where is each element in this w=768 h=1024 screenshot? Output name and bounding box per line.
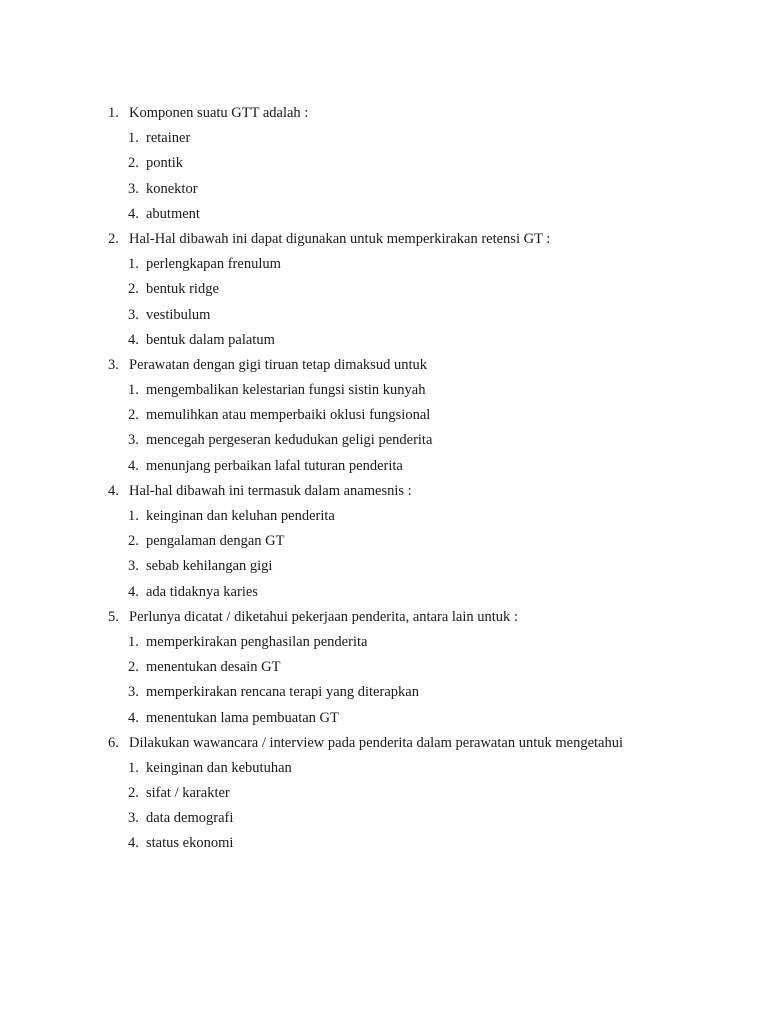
option-number: 2. xyxy=(128,155,139,172)
question-number: 1. xyxy=(108,105,119,121)
question-text: Perlunya dicatat / diketahui pekerjaan penderita, antara lain untuk : xyxy=(129,608,518,625)
option-number: 3. xyxy=(128,558,139,575)
option-item xyxy=(128,202,728,227)
option-item xyxy=(128,428,728,453)
question-number: 3. xyxy=(108,356,119,373)
option-text: menunjang perbaikan lafal tuturan penderita xyxy=(146,457,403,474)
option-number: 3. xyxy=(128,684,139,701)
option-number: 2. xyxy=(128,785,139,802)
question-item xyxy=(108,731,728,857)
option-number: 4. xyxy=(128,835,139,852)
question-number: 2. xyxy=(108,230,119,247)
option-text: konektor xyxy=(146,180,198,197)
option-text: vestibulum xyxy=(146,306,211,323)
option-number: 1. xyxy=(128,382,139,399)
option-number: 1. xyxy=(128,508,139,524)
option-text: status ekonomi xyxy=(146,835,234,852)
option-item xyxy=(128,781,728,806)
option-number: 1. xyxy=(128,759,139,776)
option-item xyxy=(128,403,728,428)
question-line xyxy=(108,227,728,252)
option-number: 3. xyxy=(128,180,139,197)
option-number: 4. xyxy=(128,709,139,726)
option-text: memulihkan atau memperbaiki oklusi fungsional xyxy=(146,407,431,424)
option-list xyxy=(108,252,728,353)
option-number: 2. xyxy=(128,407,139,424)
option-text: ada tidaknya karies xyxy=(146,583,258,600)
question-item xyxy=(108,227,728,353)
question-text: Komponen suatu GTT adalah : xyxy=(129,105,309,121)
question-list xyxy=(108,101,728,857)
option-list xyxy=(108,630,728,731)
option-item xyxy=(128,252,728,277)
option-item xyxy=(128,706,728,731)
option-item xyxy=(128,806,728,831)
question-text: Hal-hal dibawah ini termasuk dalam anamesnis : xyxy=(129,482,412,499)
option-text: memperkirakan penghasilan penderita xyxy=(146,633,368,650)
option-item xyxy=(128,151,728,176)
question-item xyxy=(108,479,728,605)
option-text: data demografi xyxy=(146,810,234,827)
option-text: menentukan lama pembuatan GT xyxy=(146,709,339,726)
option-list xyxy=(108,756,728,857)
option-text: memperkirakan rencana terapi yang diterapkan xyxy=(146,684,419,701)
question-line xyxy=(108,101,728,126)
option-text: pengalaman dengan GT xyxy=(146,533,285,550)
option-number: 3. xyxy=(128,432,139,449)
option-item xyxy=(128,554,728,579)
option-number: 3. xyxy=(128,306,139,323)
option-item xyxy=(128,378,728,403)
question-line xyxy=(108,353,728,378)
option-text: pontik xyxy=(146,155,184,172)
option-number: 1. xyxy=(128,256,139,273)
option-list xyxy=(108,504,728,605)
option-number: 4. xyxy=(128,331,139,348)
option-item xyxy=(128,328,728,353)
option-text: abutment xyxy=(146,205,200,222)
question-number: 4. xyxy=(108,482,119,499)
question-item xyxy=(108,353,728,479)
option-text: bentuk ridge xyxy=(146,281,219,298)
question-text: Hal-Hal dibawah ini dapat digunakan untuk memperkirakan retensi GT : xyxy=(129,230,551,247)
option-text: sifat / karakter xyxy=(146,785,230,802)
question-item xyxy=(108,101,728,227)
option-number: 2. xyxy=(128,533,139,550)
question-item xyxy=(108,605,728,731)
option-number: 1. xyxy=(128,130,139,147)
option-item xyxy=(128,454,728,479)
option-item xyxy=(128,177,728,202)
option-text: bentuk dalam palatum xyxy=(146,331,275,348)
option-number: 3. xyxy=(128,810,139,827)
option-text: perlengkapan frenulum xyxy=(146,256,281,273)
option-text: sebab kehilangan gigi xyxy=(146,558,273,575)
option-text: keinginan dan kebutuhan xyxy=(146,759,292,776)
option-number: 4. xyxy=(128,205,139,222)
question-number: 6. xyxy=(108,734,119,751)
question-number: 5. xyxy=(108,608,119,625)
option-item xyxy=(128,126,728,151)
option-item xyxy=(128,529,728,554)
option-text: retainer xyxy=(146,130,191,147)
option-item xyxy=(128,680,728,705)
option-item xyxy=(128,580,728,605)
option-number: 4. xyxy=(128,583,139,600)
question-line xyxy=(108,731,728,756)
question-text: Dilakukan wawancara / interview pada penderita dalam perawatan untuk mengetahui xyxy=(129,734,623,751)
option-item xyxy=(128,303,728,328)
option-number: 2. xyxy=(128,659,139,676)
option-item xyxy=(128,630,728,655)
option-text: menentukan desain GT xyxy=(146,659,281,676)
option-item xyxy=(128,504,728,529)
option-item xyxy=(128,831,728,856)
option-item xyxy=(128,277,728,302)
option-text: mencegah pergeseran kedudukan geligi penderita xyxy=(146,432,433,449)
question-line xyxy=(108,479,728,504)
option-text: mengembalikan kelestarian fungsi sistin kunyah xyxy=(146,382,426,399)
option-item xyxy=(128,756,728,781)
question-line xyxy=(108,605,728,630)
option-number: 4. xyxy=(128,457,139,474)
option-item xyxy=(128,655,728,680)
option-text: keinginan dan keluhan penderita xyxy=(146,508,335,524)
question-text: Perawatan dengan gigi tiruan tetap dimaksud untuk xyxy=(129,356,427,373)
option-list xyxy=(108,126,728,227)
option-number: 2. xyxy=(128,281,139,298)
option-list xyxy=(108,378,728,479)
option-number: 1. xyxy=(128,633,139,650)
